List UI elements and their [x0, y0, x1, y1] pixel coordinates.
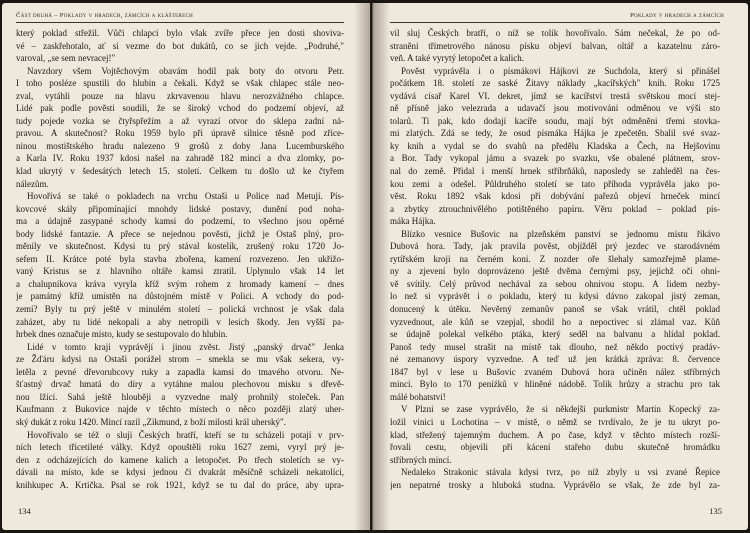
text-line: né zemanovy úspory vyzvedne. A teď už jen krátká zpráva: 8. července: [390, 354, 720, 365]
text-line: pravou. A skutečnost? Roku 1959 bylo při úpravě silnice těsně pod zříce-: [16, 128, 344, 139]
text-line: zval, vytáhli pouze na hlavu zkrvavenou hlavu nerozvážného chlapce.: [16, 90, 344, 101]
text-line: a chalupníkova kráva vyryla kříž svým rohem z hromady kamení – dnes: [16, 278, 344, 289]
left-page: [2, 3, 370, 530]
text-line: body lidské fantazie. A přece se nejednou pověsti, jichž je Ostaš plný, pro-: [16, 228, 344, 239]
text-line: veň. A také vyrytý letopočet a kalich.: [390, 53, 524, 64]
text-line: je památný kříž umístěn na důstojném místě v Polici. A vchody do pod-: [16, 291, 344, 302]
text-line: den z odcházejících do kamene kalich a letopočet. Po třech stoletích se vy-: [16, 454, 344, 465]
right-page-body: [390, 27, 720, 491]
text-line: dávali na místo, kde se kdysi jednou či dvakrát měsíčně scházeli nekatolíci,: [16, 467, 344, 478]
text-line: vě svítily. Celý průvod nechával za sebou ohnivou stopu. A lidem nezby-: [390, 278, 720, 289]
text-line: ninou mostištského hradu nalezeno 9 grošů z doby Jana Lucemburského: [16, 140, 344, 151]
text-line: nal do země. Přidal i menší hrnek stříbrňáků, naposledy se zahleděl na čes-: [390, 166, 720, 177]
page-number-right: 135: [709, 506, 722, 516]
text-line: vé – zaskřehotalo, ať si vezme do bot dukátů, co se jich vejde. „Podruhé,": [16, 40, 344, 51]
text-line: klad, střežený tajemným duchem. A po čase, když v těchto místech rozší-: [390, 429, 720, 440]
text-line: kovcové skály připomínající mnohdy lidské postavy, dunění pod noha-: [16, 203, 344, 214]
text-line: jen nepatrné trosky a hluboká studna. Vyprávělo se však, že zde byl za-: [390, 479, 720, 490]
text-line: málé bohatství!: [390, 391, 446, 402]
text-line: ský dukát z roku 1420. Mincí razil „Zikmund, z boží milosti král uherský".: [16, 416, 286, 427]
text-line: šťastný drvač hmatá do díry a vytáhne malou plechovou misku s dřevě-: [16, 379, 344, 390]
text-line: rytířském kroji na černém koni. Z nozder oře šlehaly samozřejmě plame-: [390, 253, 720, 264]
right-page: [372, 3, 748, 530]
text-line: ky knih a vydal se do svahů na předělu Kladska a Čech, na Hejšovinu: [390, 140, 720, 151]
text-line: vaný Kristus se z hlavního oltáře kamsi ztratil. Uplynulo však 14 let: [16, 266, 344, 277]
text-line: tudy pojede vozka se čtyřspřežím a až vyrazí otvor do sklepa zadní ná-: [16, 115, 344, 126]
text-line: věst. Roku 1892 však kdosi při dobývání pařezů objeví hrneček mincí: [390, 191, 720, 202]
text-line: Hovořívalo se též o sluji Českých bratří, kteří se tu scházeli potají v prv-: [27, 429, 344, 440]
text-line: 1847 byl v lese u Bušovic zvaném Dubová hora učiněn nález stříbrných: [390, 366, 720, 377]
text-line: stříbrných mincí.: [390, 454, 452, 465]
book-gutter: [354, 3, 390, 530]
text-line: ložil vinici u Lochotína – v místě, o němž se tvrdívalo, že je tu ukryt po-: [390, 416, 720, 427]
text-line: nálezům.: [16, 178, 49, 189]
text-line: Blízko vesnice Bušovic na plzeňském panství se jednomu místu říkávo: [401, 228, 720, 239]
text-line: vydává císař Karel VI. dekret, jímž se kacířství trestá světskou mocí stej-: [390, 90, 720, 101]
text-line: řovali cestu, objevili při kácení stařeho dubu skutečně hromádku: [390, 442, 720, 453]
header-rule-left: [16, 22, 344, 23]
text-line: ně přísně jako velezrada a udavačí jsou motivováni odměnou ve výši sto: [390, 103, 720, 114]
text-line: zemí? Byly tu prý ještě v minulém století – polická vrchnost je však dala: [16, 304, 344, 315]
text-line: Lidé v tomto kraji vyprávějí i jinou zvěst. Jistý „panský drvač" Jenka: [27, 341, 344, 352]
text-line: kou zemi a odešel. Půldruhého století se tato příhoda vyprávěla jako po-: [390, 178, 720, 189]
left-page-body: [16, 27, 344, 491]
text-line: lo než si vyprávět i o pokladu, který tu kdysi dávno zakopal jistý zeman,: [390, 291, 720, 302]
text-line: Lidé pak podle pověsti soudili, že se široký vchod do podzemí objeví, až: [16, 103, 344, 114]
text-line: mi zlatých. Zdá se tedy, že osud písmáka Hájka je zpečetěn. Sbalil své svaz-: [390, 128, 720, 139]
text-line: I toho posléze spustili do hlubin a čekali. Když se však chlapec stále neo-: [16, 78, 344, 89]
text-line: nou lžící. Sahá ještě hlouběji a vyzvedne malý prohnilý stoleček. Pan: [16, 391, 344, 402]
text-line: Nedaleko Strakonic stávala kdysi tvrz, po níž zbyly u vsi zvané Řepice: [401, 467, 720, 478]
text-line: vyzvednout, ale kůň se vzepjal, shodil ho a nepoctivec si zlámal vaz. Kůň: [390, 316, 720, 327]
text-line: ny a zjevení bylo doprovázeno ještě dvěma černými psy, jejichž oči ohni-: [390, 266, 720, 277]
text-line: Panoš tedy musel strašit na místě tak dlouho, než někdo poctivý pradáv-: [390, 341, 720, 352]
text-line: Kaufmann z Bukovice najde v těchto místech o něco později zlatý uher-: [16, 404, 344, 415]
book-spread: [2, 3, 748, 530]
running-head-left: Část druhá – Poklady v hradech, zámcích a klášterech: [16, 12, 194, 19]
text-line: a Karla IV. Roku 1937 kdosi našel na zahradě 182 mincí a dva zlomky, po-: [16, 153, 344, 164]
text-line: ních letech třicetileté války. Když opouštěli roku 1627 zemi, vyryl prý je-: [16, 442, 344, 453]
text-line: počátkem 18. století ze saské Žitavy náklady „kacířských" knih. Roku 1725: [390, 78, 720, 89]
text-line: a zbytky ztrouchnivělého potištěného papíru. Věru poklad – poklad pís-: [390, 203, 720, 214]
text-line: máka Hájka.: [390, 216, 436, 227]
text-line: vil sluj Českých bratří, o níž se tolik hovořívalo. Sám nečekal, že po od-: [390, 28, 720, 38]
text-line: Hovořívá se také o pokladech na vrchu Ostaši u Police nad Metují. Pís-: [27, 191, 344, 202]
text-line: stranění třímetrového nánosu písku objeví balvan, oltář a kazatelnu záro-: [390, 40, 720, 51]
text-line: varoval, „se sem nevracej!": [16, 53, 116, 64]
text-line: ma a údajně zasypané schody kamsi do podzemí, to všechno jsou opěrné: [16, 216, 344, 227]
text-line: letěla z pevné dřevorubcovy ruky a zapadla kamsi do tmavého otvoru. Ne-: [16, 366, 344, 377]
text-line: mincí. Bylo to 170 peníźků v hliněné nádobě. Tolik hrůzy a strachu pro tak: [390, 379, 720, 390]
text-line: Dubová hora. Tady, jak pravila pověst, objížděl prý jezdec ve starodávném: [390, 241, 720, 252]
text-line: tolarů. Ti pak, kdo dodají kacíře soudu, mají být odměněni třemi stovka-: [390, 115, 720, 126]
text-line: se údajně polekal velkého ptáka, který seděl na balvanu a hlídal poklad.: [390, 329, 720, 340]
text-line: Pověst vyprávěla i o písmákovi Hájkovi ze Suchdola, který si přinášel: [401, 65, 720, 76]
text-line: knihkupec A. Krtička. Psal se rok 1921, když se tu dal do práce, aby upra-: [16, 479, 344, 490]
text-line: ze Žďáru kdysi na Ostaši porážel strom – smekla se mu však sekera, vy-: [16, 354, 344, 365]
text-line: sefem II. Krátce poté byla stavba zbořena, kamení rozvezeno. Jen ukřižo-: [16, 253, 344, 264]
text-line: hrbek dnes označuje místo, kudy se sestupovalo do hlubin.: [16, 329, 228, 340]
page-number-left: 134: [18, 506, 31, 516]
text-line: donucený k útěku. Nevěrný zemanův panoš se však vrátil, chtěl poklad: [390, 304, 720, 315]
header-rule-right: [390, 22, 720, 23]
text-line: který poklad střežil. Vůči chlapci bylo však zvíře přece jen dosti shoviva-: [16, 28, 344, 38]
text-line: měnily ve skutečnost. Kdysi tu prý stával kostelík, zrušený roku 1720 Jo-: [16, 241, 344, 252]
running-head-right: Poklady v hradech a zámcích: [630, 12, 724, 19]
text-line: klad ukrytý v šedesátých letech 15. století. Celkem tu došlo už ke čtyřem: [16, 166, 344, 177]
text-line: zaházet, aby tu lidé nekopali a aby netropili v lesích škody. Jen vyšší pa-: [16, 316, 344, 327]
text-line: a Bor. Tady vykopal jámu a svazek po svazku, vše obalené plátnem, srov-: [390, 153, 720, 164]
text-line: V Plzni se zase vyprávělo, že si někdejší purkmistr Martin Kopecký za-: [401, 404, 720, 415]
text-line: Navzdory všem Vojtěchovým obavám hodil pak boty do otvoru Petr.: [27, 65, 344, 76]
